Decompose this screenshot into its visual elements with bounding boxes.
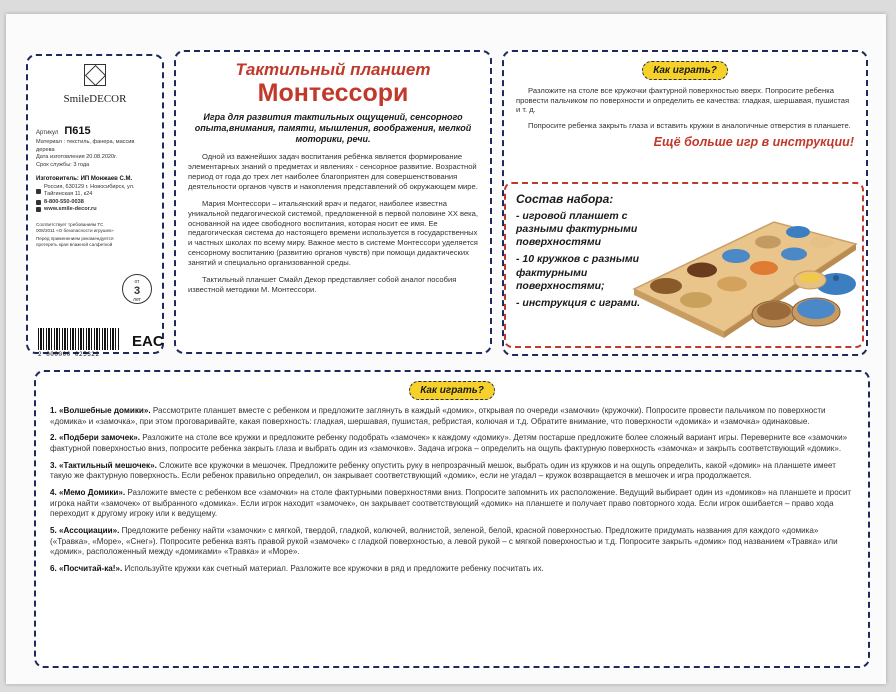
rule-text: Предложите ребенку найти «замочки» с мягкой, твердой, гладкой, колючей, волнистой, зеленой, белой, красной поверхностью. Предложите придумать названия для каждого «домика» («Травка», «Море», «Снег»). Попросите ребенка взять правой рукой «замочек» с гладкой поверхностью, а левой рукой – с мягкой поверхностью и т.д. Попросите закрыть «домик» под названием «Травка» или «домик», расположенный между «домиками» «Травка» и «Море». xyxy=(50,526,838,557)
compliance-text: Соответствует требованиям ТС 008/2011 «О безопасности игрушек» xyxy=(36,221,114,233)
rule-heading: 1. «Волшебные домики». xyxy=(50,406,151,415)
brand-logo xyxy=(36,64,154,106)
rule-item xyxy=(50,461,854,482)
maker-label: Изготовитель: ИП Монжаев С.М. xyxy=(36,176,133,183)
location-icon xyxy=(36,189,41,194)
rule-item xyxy=(50,488,854,520)
globe-icon xyxy=(36,207,41,212)
product-subtitle: Игра для развития тактильных ощущений, сенсорного опыта,внимания, памяти, мышления, воображения, мелкой моторики, речи. xyxy=(194,112,472,144)
rule-text: Сложите все кружочки в мешочек. Предложите ребенку опустить руку в непрозрачный мешок, выбрать один из кружков и на ощупь определить, какой «домик» на планшете имеет такую же фактурную поверхность. Если ребенок правильно определил, он закрывает соответствующий «домик», если не угадал – кружок возвращается в мешочек и игра продолжается. xyxy=(50,460,836,481)
rule-item xyxy=(50,564,854,575)
rule-text: Разложите вместе с ребенком все «замочки» на столе фактурными поверхностями вниз. Попросите запомнить их расположение. Ведущий выбирает один из «домиков» на планшете и просит игрока найти «замочек» от выбранного «домика». Если игрок находит «замочек», он закрывает соответствующий «домик» на планшете и получает право повторного хода. Если игрок ошибается – право хода переходит к другому игроку или к ведущему. xyxy=(50,488,852,519)
phone-text: 8-800-550-0038 xyxy=(44,198,84,205)
description-paragraph-2: Мария Монтессори – итальянский врач и педагог, наиболее известна уникальной педагогической системой, предложенной в первой половине XX века, основанной на идее свободного воспитания, которая носит ее имя. Ее педагогическая система до настоящего времени используется в государственных и частных школах по всему миру. Важное место в системе Монтессори уделяется сенсорному воспитанию (развитию органов чувств) при помощи дидактических занятий и специально организованной среды. xyxy=(188,199,478,267)
description-paragraph-3: Тактильный планшет Смайл Декор представляет собой аналог пособия известной методики М. Монтессори. xyxy=(188,275,457,295)
rule-heading: 4. «Мемо Домики». xyxy=(50,488,126,498)
game-rules-panel xyxy=(34,370,870,668)
more-games-text: Ещё больше игр в инструкции! xyxy=(653,134,854,149)
article-label: Артикул xyxy=(36,130,59,137)
age-badge xyxy=(122,274,152,304)
phone-icon xyxy=(36,200,41,205)
kit-contents-box xyxy=(504,182,864,348)
rule-text: Используйте кружки как счетный материал. Разложите все кружочки в ряд и предложите ребенку посчитать их. xyxy=(122,564,544,574)
website-text: www.smile-decor.ru xyxy=(44,206,97,213)
barcode-number: 2 000000 025322 xyxy=(38,351,100,358)
kit-item-3: - инструкция с играми. xyxy=(516,296,641,309)
kit-item-1: - игровой планшет с разными фактурными поверхностями xyxy=(516,210,638,249)
rule-text: Рассмотрите планшет вместе с ребенком и предложите заглянуть в каждый «домик», открывая по очереди «замочки» (кружочки). Попросите провести пальчиком по поверхности «домика» и «замочка», при этом проговаривайте, какая поверхность: гладкая, шершавая, пушистая, ребристая, колючая и т.д. Обратите внимание, что поверхности «домика» и «замочка» одинаковые. xyxy=(50,406,826,426)
address-text: Россия, 630129 г. Новосибирск, ул. Тайгинская 11, к24 xyxy=(44,183,135,198)
eac-mark: EAC xyxy=(132,333,164,350)
rule-heading: 6. «Посчитай-ка!». xyxy=(50,564,123,574)
website-line xyxy=(36,206,154,214)
play-paragraph-2: Попросите ребенка закрыть глаза и вставить кружки в аналогичные отверстия в планшете. xyxy=(528,121,851,131)
product-title-line2: Монтессори xyxy=(257,79,409,107)
phone-line xyxy=(36,199,154,207)
article-row xyxy=(36,124,154,139)
how-to-play-panel xyxy=(502,50,868,356)
barcode xyxy=(38,328,120,350)
description-panel xyxy=(174,50,492,354)
note-text: Перед применением рекомендуется протереть края влажной салфеткой xyxy=(36,236,114,248)
how-to-play-badge: Как играть? xyxy=(642,61,728,80)
kit-contents-title: Состав набора: xyxy=(516,192,614,206)
instruction-sheet xyxy=(6,14,886,684)
article-value: П615 xyxy=(64,125,91,138)
service-life: Срок службы: 3 года xyxy=(36,161,90,168)
rule-heading: 3. «Тактильный мешочек». xyxy=(50,460,157,470)
brand-logo-icon xyxy=(84,64,106,86)
material-text: Материал : текстиль, фанера, массив дерева xyxy=(36,139,135,153)
play-paragraph-1: Разложите на столе все кружочки фактурной поверхностью вверх. Попросите ребенка провести пальчиком по поверхности и определить ее качества: гладкая, шершавая, пушистая и т. д. xyxy=(516,86,850,115)
brand-name: SmileDECOR xyxy=(63,92,127,105)
manufacture-date: Дата изготовления 20.08.2020г. xyxy=(36,154,118,161)
description-paragraph-1: Одной из важнейших задач воспитания ребёнка является формирование элементарных знаний о предметах и явлениях - сенсорное развитие. Возрастной период от года до трех лет наиболее благоприятен для совершенствования деятельности органов чувств и накопления представлений об окружающем мире. xyxy=(188,152,478,191)
rule-text: Разложите на столе все кружки и предложите ребенку подобрать «замочек» к каждому «домику». Детям постарше предложите более сложный вариант игры. Переверните все «замочки» фактурной поверхностью вниз, попросите ребенка закрыть глаза и выбрать один из «замочков». Задача игрока – определить на ощупь фактурную поверхность «замочка» и закрыть соответствующий «домик». xyxy=(50,433,848,454)
product-title-line1: Тактильный планшет xyxy=(235,60,431,79)
kit-item-2: - 10 кружков с разными фактурными поверхностями; xyxy=(516,253,640,292)
tactile-board-illustration xyxy=(624,214,860,344)
rule-item xyxy=(50,433,854,454)
age-top: от xyxy=(134,279,140,285)
rules-how-to-play-badge: Как играть? xyxy=(409,381,495,400)
rule-heading: 2. «Подбери замочек». xyxy=(50,433,141,443)
age-bottom: лет xyxy=(133,296,141,303)
age-number: 3 xyxy=(133,284,141,297)
rule-item xyxy=(50,406,854,427)
rule-heading: 5. «Ассоциации». xyxy=(50,526,120,536)
product-info-panel xyxy=(26,54,164,358)
address-line xyxy=(36,184,154,199)
rule-item xyxy=(50,526,854,558)
